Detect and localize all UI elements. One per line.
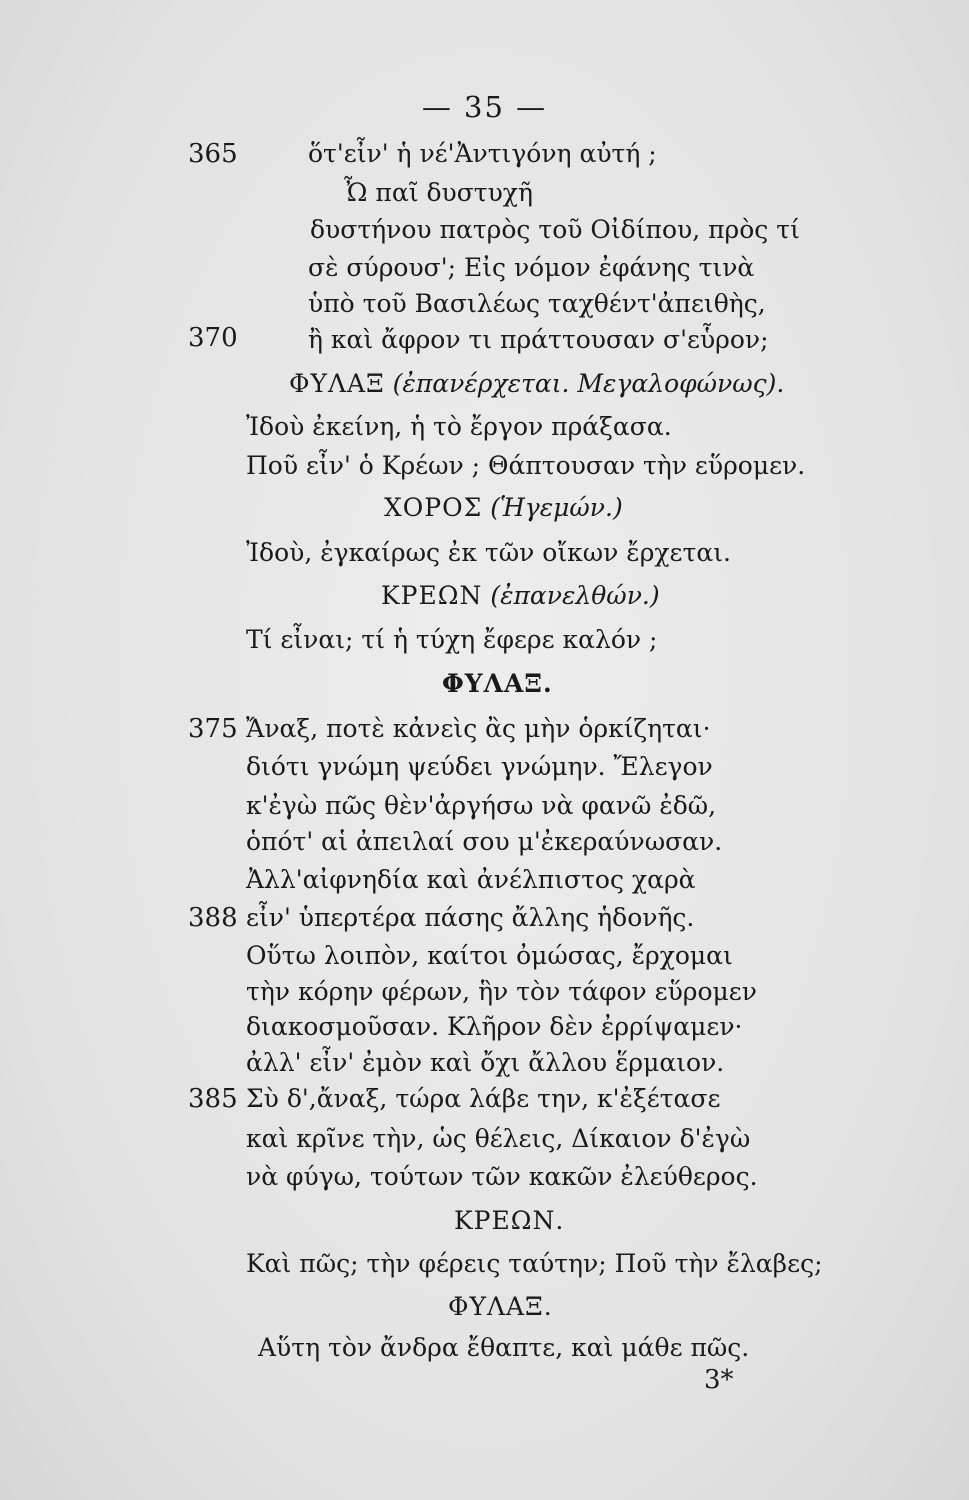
stage-direction: (Ἡγεμών.)	[490, 493, 623, 522]
verse-line: Ἰδοὺ, ἐγκαίρως ἐκ τῶν οἴκων ἔρχεται.	[246, 538, 731, 567]
verse-line: Τί εἶναι; τί ἡ τύχη ἔφερε καλόν ;	[246, 625, 658, 654]
speaker-name: ΦΥΛΑΞ.	[442, 669, 553, 698]
verse-line: διότι γνώμη ψεύδει γνώμην. Ἔλεγον	[246, 752, 713, 781]
verse-line: διακοσμοῦσαν. Κλῆρον δὲν ἐρρίψαμεν·	[246, 1012, 743, 1041]
verse-line: κ'ἐγὼ πῶς θὲν'ἀργήσω νὰ φανῶ ἐδῶ,	[246, 791, 717, 820]
verse-line: δυστήνου πατρὸς τοῦ Οἰδίπου, πρὸς τί	[310, 215, 800, 244]
page-number: — 35 —	[421, 90, 548, 124]
verse-line: ἢ καὶ ἄφρον τι πράττουσαν σ'εὗρον;	[308, 325, 769, 354]
verse-number: 388	[188, 903, 238, 933]
verse-number: 365	[188, 139, 238, 169]
stage-direction: (ἐπανελθών.)	[490, 581, 660, 610]
verse-line: ὁπότ' αἱ ἀπειλαί σου μ'ἐκεραύνωσαν.	[246, 827, 723, 856]
verse-line: ἀλλ' εἶν' ἐμὸν καὶ ὄχι ἄλλου ἕρμαιον.	[246, 1048, 725, 1077]
verse-number: 370	[188, 323, 238, 353]
verse-line: Ἀλλ'αἰφνηδία καὶ ἀνέλπιστος χαρὰ	[246, 865, 696, 894]
signature-mark: 3*	[704, 1365, 734, 1395]
speaker-name: ΧΟΡΟΣ	[384, 493, 483, 522]
verse-line: τὴν κόρην φέρων, ἣν τὸν τάφον εὕρομεν	[246, 977, 757, 1006]
verse-line: Καὶ πῶς; τὴν φέρεις ταύτην; Ποῦ τὴν ἔλαβες;	[246, 1249, 823, 1278]
verse-line: ὅτ'εἶν' ἡ νέ'Ἀντιγόνη αὐτή ;	[308, 139, 657, 168]
verse-line: Ἰδοὺ ἐκείνη, ἡ τὸ ἔργον πράξασα.	[246, 412, 672, 441]
verse-line: εἶν' ὑπερτέρα πάσης ἄλλης ἡδονῆς.	[246, 903, 695, 932]
verse-line: Ποῦ εἶν' ὁ Κρέων ; Θάπτουσαν τὴν εὕρομεν.	[246, 451, 806, 480]
verse-line: καὶ κρῖνε τὴν, ὡς θέλεις, Δίκαιον δ'ἐγὼ	[246, 1124, 751, 1153]
stage-heading	[381, 580, 660, 612]
speaker-name: ΚΡΕΩΝ	[381, 581, 483, 610]
verse-line: ὑπὸ τοῦ Βασιλέως ταχθέντ'ἀπειθὴς,	[308, 289, 766, 318]
speaker-name: ΦΥΛΑΞ.	[448, 1292, 553, 1321]
verse-line: Οὕτω λοιπὸν, καίτοι ὀμώσας, ἔρχομαι	[246, 941, 733, 970]
verse-line: σὲ σύρουσ'; Εἰς νόμον ἐφάνης τινὰ	[308, 253, 755, 282]
speaker-name: ΚΡΕΩΝ.	[454, 1206, 565, 1235]
verse-line: Ὦ παῖ δυστυχῆ	[344, 178, 533, 207]
verse-line: Σὺ δ',ἄναξ, τώρα λάβε την, κ'ἐξέτασε	[246, 1084, 721, 1113]
verse-line: Αὕτη τὸν ἄνδρα ἔθαπτε, καὶ μάθε πῶς.	[258, 1333, 750, 1362]
verse-number: 385	[188, 1084, 238, 1114]
stage-heading	[289, 368, 784, 400]
stage-heading	[384, 492, 623, 524]
verse-line: νὰ φύγω, τούτων τῶν κακῶν ἐλεύθερος.	[246, 1162, 758, 1191]
stage-direction: (ἐπανέρχεται. Μεγαλοφώνως).	[392, 369, 785, 398]
speaker-name: ΦΥΛΑΞ	[289, 369, 385, 398]
verse-line: Ἄναξ, ποτὲ κἀνεὶς ἂς μὴν ὁρκίζηται·	[246, 714, 711, 743]
verse-number: 375	[188, 714, 238, 744]
